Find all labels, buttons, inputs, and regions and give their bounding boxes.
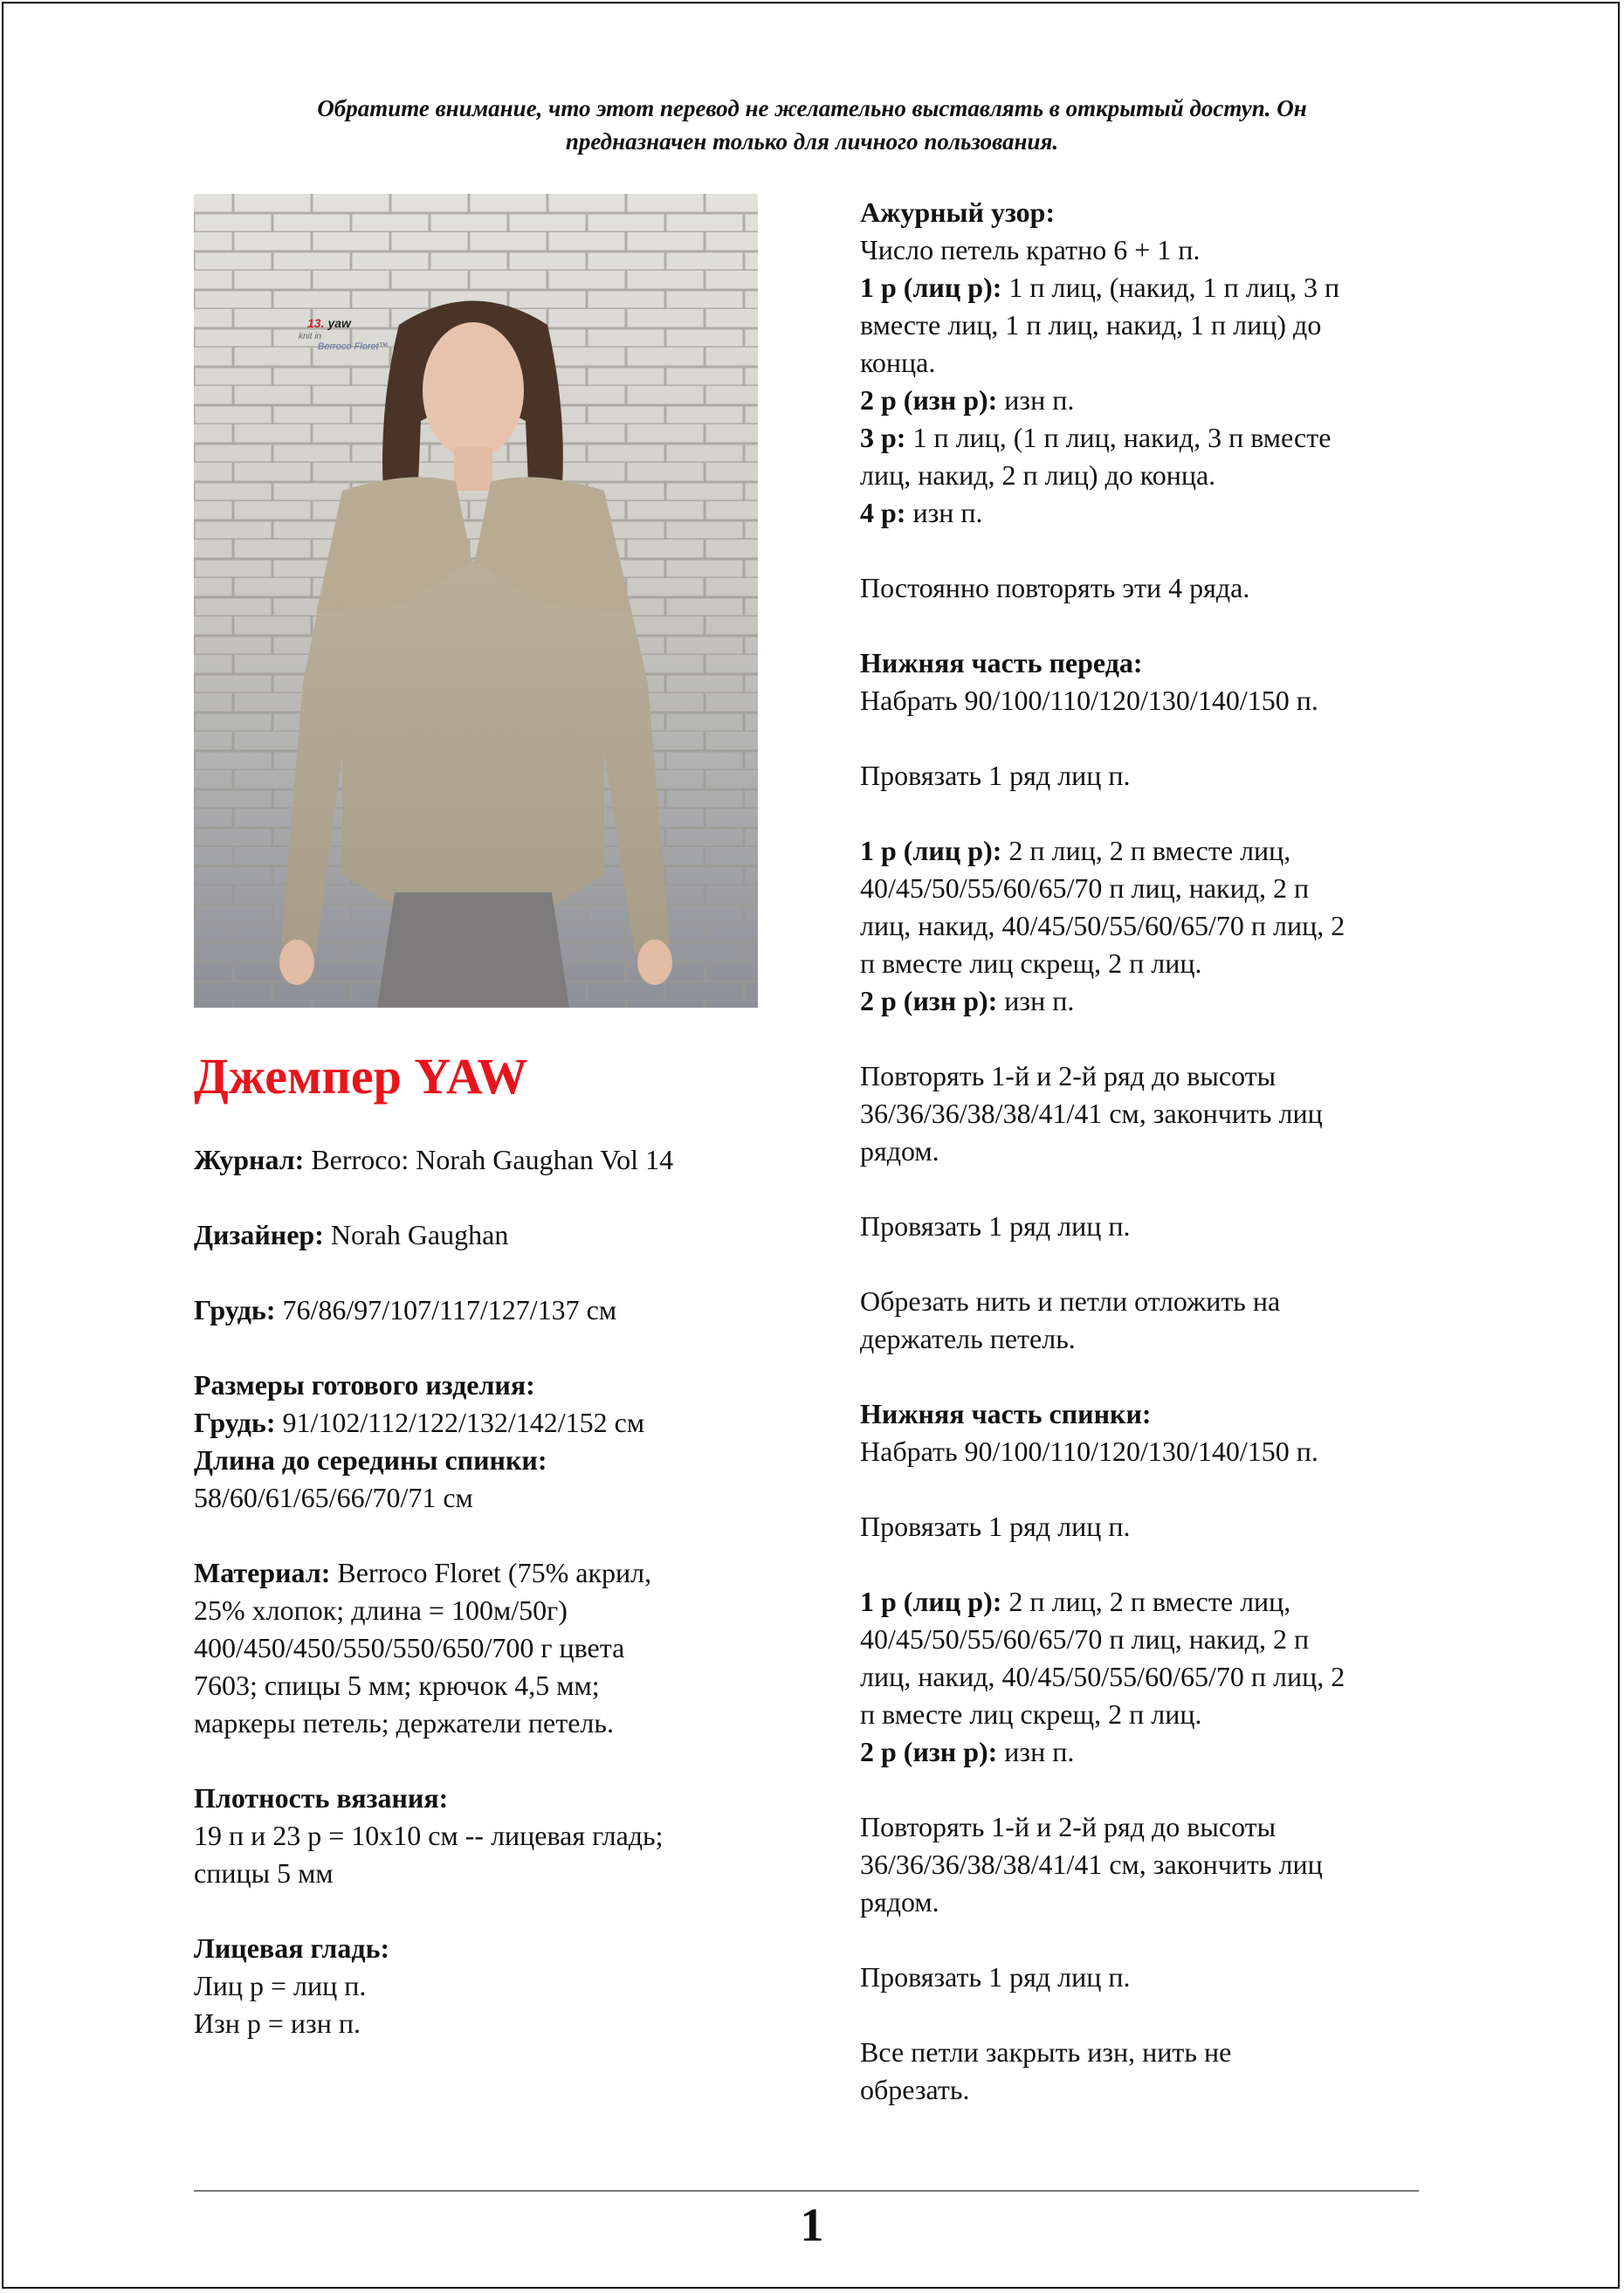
footer-divider: [194, 2190, 1419, 2192]
material-label: Материал:: [194, 1557, 331, 1588]
bust-line: [194, 1291, 805, 1329]
row-text: п вместе лиц скрещ, 2 п лиц.: [860, 1698, 1202, 1730]
back-rows: [860, 1583, 1462, 1771]
stockinette-heading: Лицевая гладь:: [194, 1932, 390, 1964]
row-text: 1 п лиц, (1 п лиц, накид, 3 п вместе: [905, 422, 1332, 453]
row-text: Повторять 1-й и 2-й ряд до высоты: [860, 1060, 1276, 1091]
row-label: 2 р (изн р):: [860, 384, 998, 416]
row-text: 2 п лиц, 2 п вместе лиц,: [1001, 835, 1291, 866]
pattern-title: Джемпер YAW: [194, 1048, 528, 1105]
stockinette-text: Лиц р = лиц п.: [194, 1970, 367, 2001]
row-text: Все петли закрыть изн, нить не: [860, 2036, 1232, 2068]
back-heading: Нижняя часть спинки:: [860, 1398, 1152, 1429]
designer-label: Дизайнер:: [194, 1219, 324, 1250]
finished-bust-value: 91/102/112/122/132/142/152 см: [275, 1407, 645, 1438]
row-text: лиц, накид, 2 п лиц) до конца.: [860, 459, 1216, 491]
front-heading: Нижняя часть переда:: [860, 647, 1143, 678]
pattern-info: [194, 1141, 805, 2080]
finished-heading: Размеры готового изделия:: [194, 1369, 535, 1401]
lace-multiple: Число петель кратно 6 + 1 п.: [860, 234, 1201, 265]
caption-knit: knit in: [299, 332, 322, 341]
front-row-1: [860, 832, 1462, 870]
row-text: изн п.: [905, 497, 983, 528]
magazine-line: [194, 1141, 805, 1179]
caption-name: yaw: [327, 316, 351, 330]
row-text: 40/45/50/55/60/65/70 п лиц, накид, 2 п: [860, 1623, 1310, 1655]
row-text: 40/45/50/55/60/65/70 п лиц, накид, 2 п: [860, 872, 1310, 904]
lace-row-2: [860, 382, 1462, 419]
photo-illustration: [194, 194, 758, 1008]
row-text: Повторять 1-й и 2-й ряд до высоты: [860, 1811, 1276, 1842]
row-text: обрезать.: [860, 2074, 970, 2105]
front-rows: [860, 832, 1462, 1020]
back-bind-off: [860, 2034, 1462, 2109]
material-text: 400/450/450/550/550/650/700 г цвета: [194, 1632, 625, 1663]
row-text: держатель петель.: [860, 1323, 1076, 1354]
front-cast-on: Набрать 90/100/110/120/130/140/150 п.: [860, 685, 1318, 716]
lace-heading: Ажурный узор:: [860, 196, 1056, 228]
material-text: Berroco Floret (75% акрил,: [330, 1557, 652, 1588]
bust-value: 76/86/97/107/117/127/137 см: [275, 1294, 617, 1326]
back-knit-row-2: Провязать 1 ряд лиц п.: [860, 1961, 1131, 1993]
caption-yarn: Berroco Floret™: [318, 341, 389, 352]
back-repeat: [860, 1808, 1462, 1921]
back-cast-on: Набрать 90/100/110/120/130/140/150 п.: [860, 1436, 1318, 1467]
page-number: 1: [800, 2199, 824, 2251]
gauge-text: спицы 5 мм: [194, 1857, 334, 1889]
back-knit-row: Провязать 1 ряд лиц п.: [860, 1511, 1131, 1542]
designer-value: Norah Gaughan: [323, 1219, 509, 1250]
notice-line: предназначен только для личного пользования.: [565, 128, 1059, 155]
magazine-label: Журнал:: [194, 1144, 305, 1175]
row-label: 2 р (изн р):: [860, 985, 998, 1016]
notice-line: Обратите внимание, что этот перевод не желательно выставлять в открытый доступ. Он: [317, 95, 1307, 121]
front-knit-row: Провязать 1 ряд лиц п.: [860, 760, 1131, 791]
lace-row-4: [860, 494, 1462, 532]
notice: [105, 92, 1519, 158]
lace-row-3: [860, 419, 1462, 457]
front-section: [860, 644, 1462, 720]
row-text: рядом.: [860, 1135, 939, 1167]
front-repeat: [860, 1057, 1462, 1170]
stockinette-block: [194, 1930, 805, 2042]
lace-section: [860, 194, 1462, 532]
lace-row-1: [860, 269, 1462, 306]
row-text: лиц, накид, 40/45/50/55/60/65/70 п лиц, 2: [860, 910, 1345, 941]
row-label: 1 р (лиц р):: [860, 272, 1002, 303]
row-text: Обрезать нить и петли отложить на: [860, 1285, 1281, 1317]
row-text: вместе лиц, 1 п лиц, накид, 1 п лиц) до: [860, 309, 1322, 341]
front-knit-row-2: Провязать 1 ряд лиц п.: [860, 1210, 1131, 1242]
row-label: 4 р:: [860, 497, 906, 528]
row-label: 2 р (изн р):: [860, 1736, 998, 1767]
gauge-block: [194, 1780, 805, 1892]
row-text: изн п.: [997, 985, 1075, 1016]
back-section: [860, 1395, 1462, 1470]
row-text: лиц, накид, 40/45/50/55/60/65/70 п лиц, 2: [860, 1661, 1345, 1692]
lace-repeat: Постоянно повторять эти 4 ряда.: [860, 572, 1250, 603]
row-text: изн п.: [997, 384, 1075, 416]
row-text: 36/36/36/38/38/41/41 см, закончить лиц: [860, 1849, 1323, 1880]
pattern-instructions: [860, 194, 1462, 2146]
front-row-2: [860, 982, 1462, 1020]
stockinette-text: Изн р = изн п.: [194, 2007, 361, 2039]
bust-label: Грудь:: [194, 1294, 276, 1326]
row-text: рядом.: [860, 1886, 939, 1918]
row-text: 1 п лиц, (накид, 1 п лиц, 3 п: [1001, 272, 1340, 303]
gauge-text: 19 п и 23 р = 10х10 см -- лицевая гладь;: [194, 1820, 664, 1851]
photo-caption: [299, 316, 389, 352]
gauge-heading: Плотность вязания:: [194, 1782, 449, 1814]
back-row-2: [860, 1733, 1462, 1771]
caption-number: 13.: [307, 316, 325, 330]
finished-bust: [194, 1404, 805, 1442]
row-text: конца.: [860, 347, 936, 378]
front-cut: [860, 1283, 1462, 1358]
length-value: 58/60/61/65/66/70/71 см: [194, 1482, 473, 1513]
row-text: изн п.: [997, 1736, 1075, 1767]
row-label: 1 р (лиц р):: [860, 1586, 1002, 1617]
designer-line: [194, 1216, 805, 1254]
row-text: 2 п лиц, 2 п вместе лиц,: [1001, 1586, 1291, 1617]
row-label: 1 р (лиц р):: [860, 835, 1002, 866]
row-text: п вместе лиц скрещ, 2 п лиц.: [860, 947, 1202, 979]
finished-bust-label: Грудь:: [194, 1407, 276, 1438]
material-block: [194, 1554, 805, 1742]
back-row-1: [860, 1583, 1462, 1621]
material-text: 7603; спицы 5 мм; крючок 4,5 мм;: [194, 1670, 600, 1701]
length-label: Длина до середины спинки:: [194, 1444, 547, 1476]
finished-measurements: [194, 1367, 805, 1517]
row-text: 36/36/36/38/38/41/41 см, закончить лиц: [860, 1098, 1323, 1129]
material-text: маркеры петель; держатели петель.: [194, 1707, 614, 1739]
material-line: [194, 1554, 805, 1592]
sweater-photo: [194, 194, 758, 1008]
magazine-value: Berroco: Norah Gaughan Vol 14: [304, 1144, 674, 1175]
row-label: 3 р:: [860, 422, 906, 453]
material-text: 25% хлопок; длина = 100м/50г): [194, 1594, 568, 1626]
